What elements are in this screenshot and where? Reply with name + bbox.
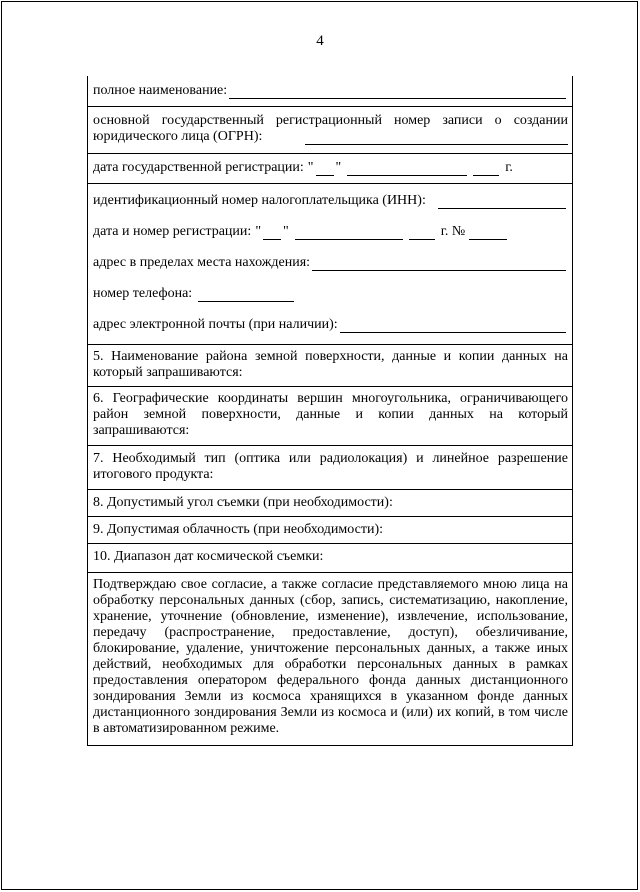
tax-reg-day-field[interactable]	[263, 226, 281, 240]
item5-row	[88, 344, 572, 386]
full-name-label: полное наименование:	[93, 83, 228, 98]
ogrn-row	[88, 106, 572, 153]
item7-row	[88, 445, 572, 489]
item5-label: 5. Наименование района земной поверхности, данные и копии данных на который запрашиваются:	[93, 349, 568, 380]
full-name-row	[88, 76, 572, 106]
registration-year-field[interactable]	[473, 162, 499, 176]
item10-label: 10. Диапазон дат космической съемки:	[93, 549, 324, 564]
item8-row	[88, 489, 572, 516]
full-name-field[interactable]	[229, 85, 566, 99]
item6-row	[88, 386, 572, 445]
item7-label: 7. Необходимый тип (оптика или радиолокация) и линейное разрешение итогового продукта:	[93, 451, 568, 482]
inn-field[interactable]	[438, 195, 566, 209]
item9-label: 9. Допустимая облачность (при необходимости):	[93, 522, 384, 537]
consent-row	[88, 572, 572, 745]
application-form-table	[87, 76, 573, 746]
ogrn-field[interactable]	[305, 131, 568, 145]
registration-date-row: дата государственной регистрации: " " г.	[88, 153, 572, 183]
page-number: 4	[316, 33, 324, 49]
phone-field[interactable]	[198, 288, 294, 302]
item6-label: 6. Географические координаты вершин многоугольника, ограничивающего район земной поверхности, данные и копии данных на который запрашиваются:	[93, 391, 568, 438]
email-field[interactable]	[340, 319, 566, 333]
tax-reg-number-field[interactable]	[469, 226, 507, 240]
tax-reg-month-field[interactable]	[295, 226, 403, 240]
ogrn-label: основной государственный регистрационный номер записи о создании юридического лица (ОГРН):	[93, 113, 568, 144]
registration-day-field[interactable]	[316, 162, 334, 176]
tax-reg-year-field[interactable]	[409, 226, 435, 240]
email-label: адрес электронной почты (при наличии):	[93, 316, 338, 332]
item10-row	[88, 543, 572, 572]
item8-label: 8. Допустимый угол съемки (при необходимости):	[93, 495, 393, 510]
taxpayer-block: идентификационный номер налогоплательщика (ИНН): дата и номер регистрации: " " г. № адрес в пределах места нахождения: номер телефона: адрес электронной почты (при наличии):	[88, 183, 572, 344]
registration-month-field[interactable]	[347, 162, 467, 176]
inn-label: идентификационный номер налогоплательщика (ИНН):	[93, 193, 426, 208]
phone-label: номер телефона:	[93, 285, 193, 301]
registration-date-label: дата государственной регистрации:	[93, 160, 304, 175]
address-label: адрес в пределах места нахождения:	[93, 254, 311, 270]
item9-row	[88, 516, 572, 543]
consent-text: Подтверждаю свое согласие, а также согласие представляемого мною лица на обработку персональных данных (сбор, запись, систематизацию, накопление, хранение, уточнение (обновление, изменение), извлечение, использование, передачу (распространение, предоставление, доступ), обезличивание, блокирование, удаление, уничтожение персональных данных, а также иных действий, необходимых для обработки персональных данных в рамках предоставления оператором федерального фонда данных дистанционного зондирования Земли из космоса хранящихся в указанном фонде данных дистанционного зондирования Земли из космоса и (или) их копий, в том числе в автоматизированном режиме.	[93, 577, 568, 736]
reg-date-number-label: дата и номер регистрации:	[93, 223, 252, 239]
address-field[interactable]	[312, 257, 566, 271]
